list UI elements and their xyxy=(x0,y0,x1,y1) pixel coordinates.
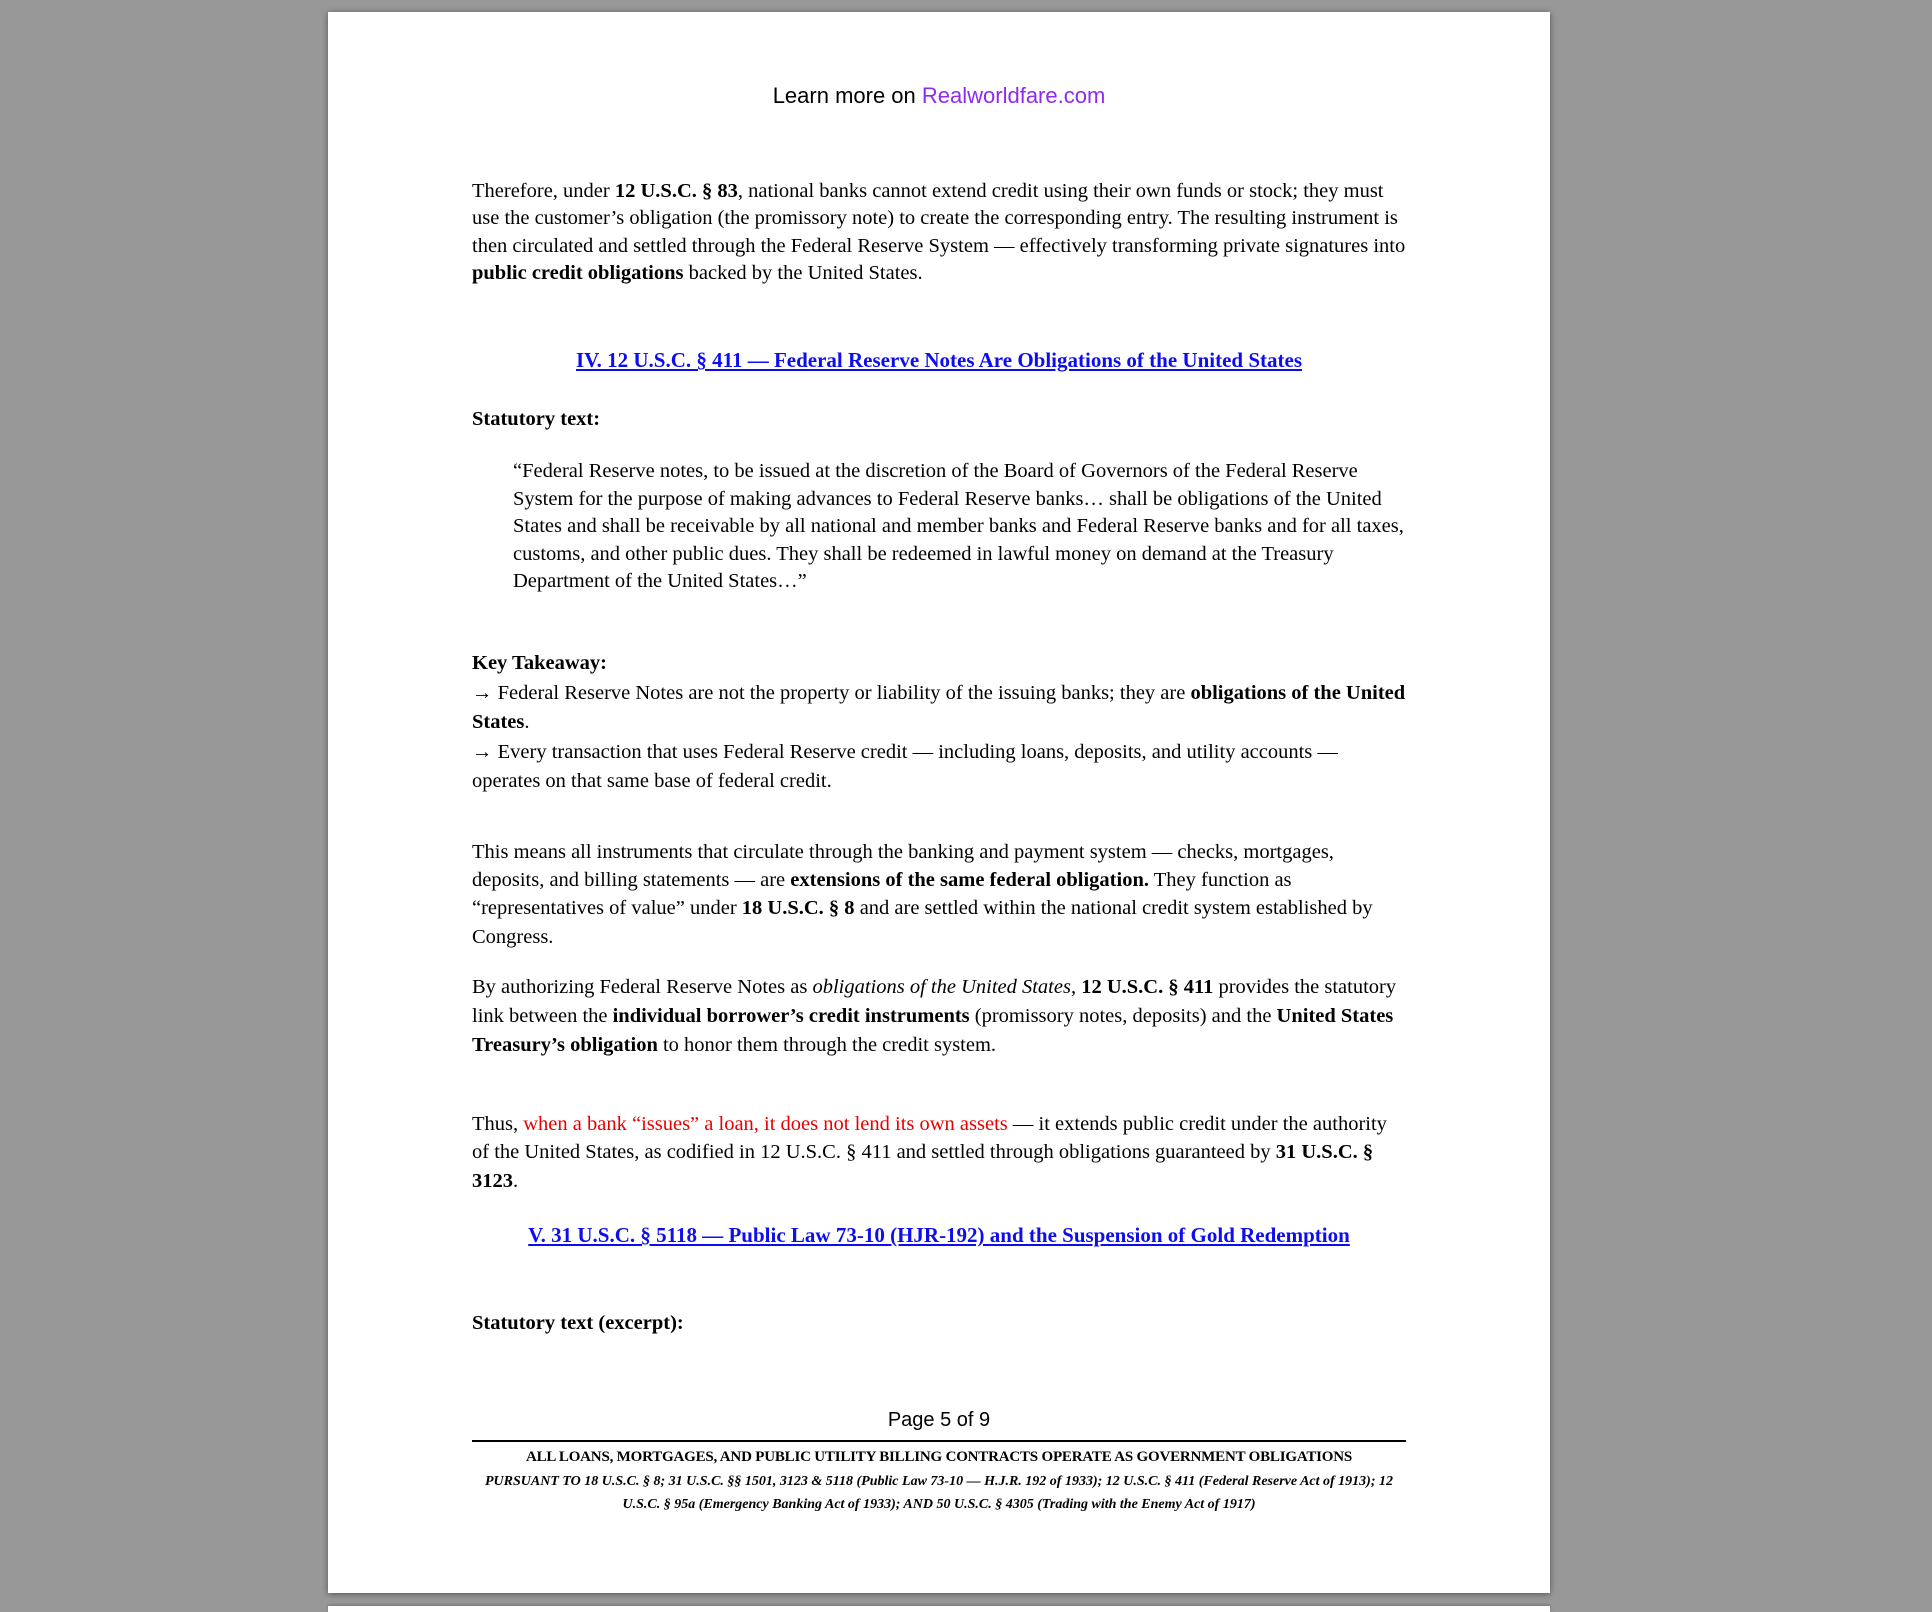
page-footer xyxy=(472,1408,1406,1516)
text-segment: extensions of the same federal obligation. xyxy=(790,868,1149,891)
text-segment: This means all instruments that circulate through the banking and payment system — checks, mortgages, deposits, and billing statements — are xyxy=(472,840,1334,891)
footer-divider xyxy=(472,1440,1406,1442)
header-link[interactable]: Realworldfare.com xyxy=(921,83,1106,108)
text-segment: individual borrower’s credit instruments xyxy=(612,1004,970,1027)
text-segment: They function as “representatives of value” under xyxy=(472,868,1292,920)
text-segment: Thus, xyxy=(472,1112,524,1135)
text-segment: Therefore, under xyxy=(472,179,615,202)
text-segment: , national banks cannot extend credit using their own funds or stock; they must use the customer’s obligation (the promissory note) to create the corresponding entry. The resulting instrument is then circulated and settled through the Federal Reserve System — effectively transforming private signatures into xyxy=(472,179,1406,257)
text-segment: (promissory notes, deposits) and the xyxy=(969,1004,1277,1027)
text-segment: — it extends public credit under the authority of the United States, as codified in 12 U.S.C. § 411 and settled through obligations guaranteed by xyxy=(472,1112,1387,1163)
instruments-paragraph xyxy=(472,838,1406,952)
authorizing-paragraph xyxy=(472,973,1406,1060)
text-segment: . xyxy=(513,1169,519,1192)
statutory-text-label: Statutory text: xyxy=(472,408,601,430)
text-segment: . xyxy=(524,711,530,733)
key-takeaway-block xyxy=(472,649,1406,797)
text-segment: 31 U.S.C. § 3123 xyxy=(472,1141,1374,1192)
text-segment: provides the statutory link between the xyxy=(472,975,1397,1027)
text-segment: obligations of the United States xyxy=(812,975,1071,998)
pdf-page-5 xyxy=(328,12,1550,1593)
text-segment: and are settled within the national credit system established by Congress. xyxy=(472,897,1373,948)
text-segment: United States Treasury’s obligation xyxy=(472,1004,1394,1056)
text-segment: 12 U.S.C. § 83 xyxy=(614,179,738,202)
key-takeaway-point-1 xyxy=(472,679,1406,738)
text-segment: obligations of the United States xyxy=(472,681,1406,733)
key-takeaway-point-2 xyxy=(472,738,1406,797)
text-segment: 12 U.S.C. § 411 xyxy=(1081,975,1214,998)
key-takeaway-label: Key Takeaway: xyxy=(472,652,607,674)
next-page-edge xyxy=(328,1606,1550,1612)
text-segment: → Every transaction that uses Federal Reserve credit — including loans, deposits, and utility accounts — operates on that same base of federal credit. xyxy=(472,740,1338,792)
text-segment: , xyxy=(1070,975,1082,998)
text-segment: public credit obligations xyxy=(472,262,684,284)
statutory-quote: “Federal Reserve notes, to be issued at the discretion of the Board of Governors of the Federal Reserve System for the purpose of making advances to Federal Reserve banks… shall be obligations of the United States and shall be receivable by all national and member banks and Federal Reserve banks and for all taxes, customs, and other public dues. They shall be redeemed in lawful money on demand at the Treasury Department of the United States…” xyxy=(513,460,1404,592)
footer-title: ALL LOANS, MORTGAGES, AND PUBLIC UTILITY BILLING CONTRACTS OPERATE AS GOVERNMENT OBLIGATIONS xyxy=(525,1449,1353,1465)
text-segment: 18 U.S.C. § 8 xyxy=(741,897,855,920)
section-heading-v xyxy=(488,1221,1390,1250)
text-segment: → Federal Reserve Notes are not the property or liability of the issuing banks; they are xyxy=(472,681,1191,704)
text-segment: to honor them through the credit system. xyxy=(657,1033,997,1056)
section-heading-v-link[interactable]: V. 31 U.S.C. § 5118 — Public Law 73-10 (HJR-192) and the Suspension of Gold Redemption xyxy=(528,1223,1350,1247)
header-text: Learn more on xyxy=(772,83,922,108)
thus-paragraph xyxy=(472,1110,1406,1196)
statutory-excerpt-label: Statutory text (excerpt): xyxy=(472,1312,684,1334)
section-heading-iv-link[interactable]: IV. 12 U.S.C. § 411 — Federal Reserve Notes Are Obligations of the United States xyxy=(575,348,1302,372)
text-segment: backed by the United States. xyxy=(683,262,923,284)
page-header xyxy=(472,82,1406,109)
page-number: Page 5 of 9 xyxy=(887,1409,991,1431)
intro-paragraph xyxy=(472,178,1406,288)
footer-citation: PURSUANT TO 18 U.S.C. § 8; 31 U.S.C. §§ 1501, 3123 & 5118 (Public Law 73-10 — H.J.R. 192 of 1933); 12 U.S.C. § 411 (Federal Reserve Act of 1913); 12 U.S.C. § 95a (Emergency Banking Act of 1933); AND 50 U.S.C. § 4305 (Trading with the Enemy Act of 1917) xyxy=(484,1474,1394,1512)
section-heading-iv xyxy=(472,346,1406,375)
text-segment: By authorizing Federal Reserve Notes as xyxy=(472,975,813,998)
text-segment: when a bank “issues” a loan, it does not lend its own assets xyxy=(523,1112,1008,1135)
